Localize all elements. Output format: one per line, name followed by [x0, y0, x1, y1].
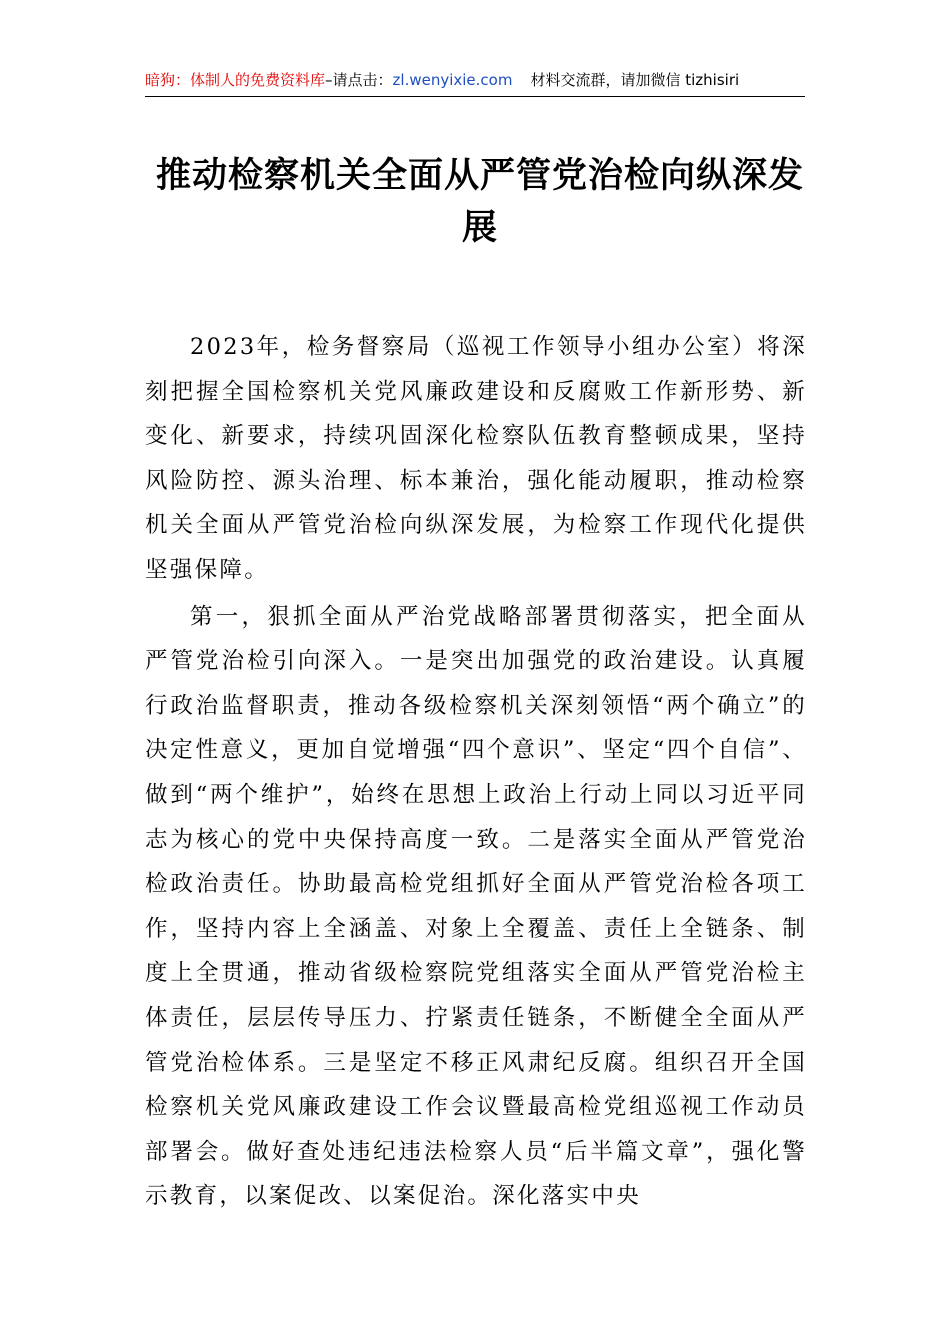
header-link[interactable]: zl.wenyixie.com — [392, 71, 513, 89]
header-site-name: 暗狗：体制人的免费资料库 — [145, 71, 326, 89]
header-wechat-note: 材料交流群，请加微信 tizhisiri — [530, 71, 740, 89]
page-header — [145, 68, 805, 97]
paragraph: 2023年，检务督察局（巡视工作领导小组办公室）将深刻把握全国检察机关党风廉政建设和反腐败工作新形势、新变化、新要求，持续巩固深化检察队伍教育整顿成果，坚持风险防控、源头治理、标本兼治，强化能动履职，推动检察机关全面从严管党治检向纵深发展，为检察工作现代化提供坚强保障。 — [145, 334, 807, 583]
header-click-prompt: –请点击： — [325, 71, 393, 89]
paragraph: 第一，狠抓全面从严治党战略部署贯彻落实，把全面从严管党治检引向深入。一是突出加强党的政治建设。认真履行政治监督职责，推动各级检察机关深刻领悟“两个确立”的决定性意义，更加自觉增强“四个意识”、坚定“四个自信”、做到“两个维护”，始终在思想上政治上行动上同以习近平同志为核心的党中央保持高度一致。二是落实全面从严管党治检政治责任。协助最高检党组抓好全面从严管党治检各项工作，坚持内容上全涵盖、对象上全覆盖、责任上全链条、制度上全贯通，推动省级检察院党组落实全面从严管党治检主体责任，层层传导压力、拧紧责任链条，不断健全全面从严管党治检体系。三是坚定不移正风肃纪反腐。组织召开全国检察机关党风廉政建设工作会议暨最高检党组巡视工作动员部署会。做好查处违纪违法检察人员“后半篇文章”，强化警示教育，以案促改、以案促治。深化落实中央 — [145, 603, 807, 1210]
document-body — [145, 325, 807, 1221]
document-title: 推动检察机关全面从严管党治检向纵深发展 — [155, 155, 804, 248]
